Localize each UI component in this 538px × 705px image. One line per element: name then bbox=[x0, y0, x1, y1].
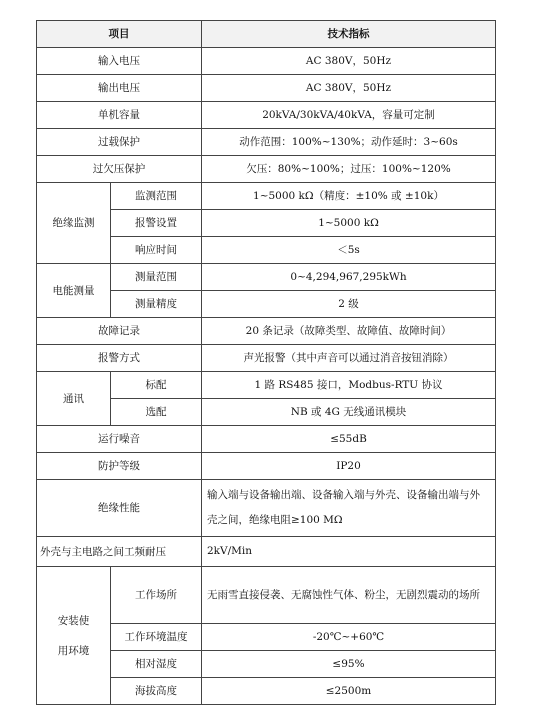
row-value: 0~4,294,967,295kWh bbox=[202, 264, 496, 291]
row-value: 1~5000 kΩ（精度：±10% 或 ±10k） bbox=[202, 183, 496, 210]
row-value: 输入端与设备输出端、设备输入端与外壳、设备输出端与外壳之间，绝缘电阻≥100 MΩ bbox=[202, 480, 496, 537]
sub-label: 工作场所 bbox=[111, 567, 202, 624]
sub-label: 标配 bbox=[111, 372, 202, 399]
spec-table bbox=[36, 20, 496, 705]
row-value: 20 条记录（故障类型、故障值、故障时间） bbox=[202, 318, 496, 345]
sub-label: 监测范围 bbox=[111, 183, 202, 210]
row-value: 1~5000 kΩ bbox=[202, 210, 496, 237]
sub-label: 海拔高度 bbox=[111, 678, 202, 705]
sub-label: 相对湿度 bbox=[111, 651, 202, 678]
sub-label: 工作环境温度 bbox=[111, 624, 202, 651]
row-label: 运行噪音 bbox=[37, 426, 202, 453]
table-header-row bbox=[37, 21, 496, 48]
table-row bbox=[37, 537, 496, 567]
row-value: AC 380V，50Hz bbox=[202, 48, 496, 75]
table-row bbox=[37, 453, 496, 480]
row-value: 动作范围：100%~130%；动作延时：3~60s bbox=[202, 129, 496, 156]
table-row bbox=[37, 567, 496, 624]
row-value: -20℃~+60℃ bbox=[202, 624, 496, 651]
row-label: 故障记录 bbox=[37, 318, 202, 345]
row-value: 2kV/Min bbox=[202, 537, 496, 567]
group-label: 通讯 bbox=[37, 372, 111, 426]
row-label: 过欠压保护 bbox=[37, 156, 202, 183]
row-value: 声光报警（其中声音可以通过消音按钮消除） bbox=[202, 345, 496, 372]
row-value: 欠压：80%~100%；过压：100%~120% bbox=[202, 156, 496, 183]
row-value: 1 路 RS485 接口，Modbus-RTU 协议 bbox=[202, 372, 496, 399]
row-value: ≤55dB bbox=[202, 426, 496, 453]
table-row bbox=[37, 264, 496, 291]
table-row bbox=[37, 318, 496, 345]
spec-document bbox=[36, 20, 496, 705]
table-row bbox=[37, 129, 496, 156]
row-label: 过载保护 bbox=[37, 129, 202, 156]
group-label-line1: 安装使 bbox=[57, 614, 90, 627]
row-label: 防护等级 bbox=[37, 453, 202, 480]
sub-label: 选配 bbox=[111, 399, 202, 426]
table-row bbox=[37, 345, 496, 372]
row-label: 单机容量 bbox=[37, 102, 202, 129]
table-row bbox=[37, 426, 496, 453]
row-value: ≤2500m bbox=[202, 678, 496, 705]
table-row bbox=[37, 156, 496, 183]
sub-label: 响应时间 bbox=[111, 237, 202, 264]
table-row bbox=[37, 102, 496, 129]
sub-label: 测量精度 bbox=[111, 291, 202, 318]
row-label: 输出电压 bbox=[37, 75, 202, 102]
group-label: 电能测量 bbox=[37, 264, 111, 318]
table-row bbox=[37, 480, 496, 537]
row-value: 2 级 bbox=[202, 291, 496, 318]
table-row bbox=[37, 183, 496, 210]
group-label-line2: 用环境 bbox=[57, 644, 90, 657]
row-value: ＜5s bbox=[202, 237, 496, 264]
row-label: 报警方式 bbox=[37, 345, 202, 372]
row-value: AC 380V，50Hz bbox=[202, 75, 496, 102]
row-value: ≤95% bbox=[202, 651, 496, 678]
group-label: 绝缘监测 bbox=[37, 183, 111, 264]
header-item: 项目 bbox=[37, 21, 202, 48]
row-value: 20kVA/30kVA/40kVA，容量可定制 bbox=[202, 102, 496, 129]
table-row bbox=[37, 75, 496, 102]
row-value: NB 或 4G 无线通讯模块 bbox=[202, 399, 496, 426]
sub-label: 测量范围 bbox=[111, 264, 202, 291]
sub-label: 报警设置 bbox=[111, 210, 202, 237]
table-row bbox=[37, 372, 496, 399]
row-label: 外壳与主电路之间工频耐压 bbox=[37, 537, 202, 567]
row-value: IP20 bbox=[202, 453, 496, 480]
table-row bbox=[37, 48, 496, 75]
row-value: 无雨雪直接侵袭、无腐蚀性气体、粉尘，无剧烈震动的场所 bbox=[202, 567, 496, 624]
row-label: 输入电压 bbox=[37, 48, 202, 75]
row-label: 绝缘性能 bbox=[37, 480, 202, 537]
header-spec: 技术指标 bbox=[202, 21, 496, 48]
group-label bbox=[37, 567, 111, 705]
